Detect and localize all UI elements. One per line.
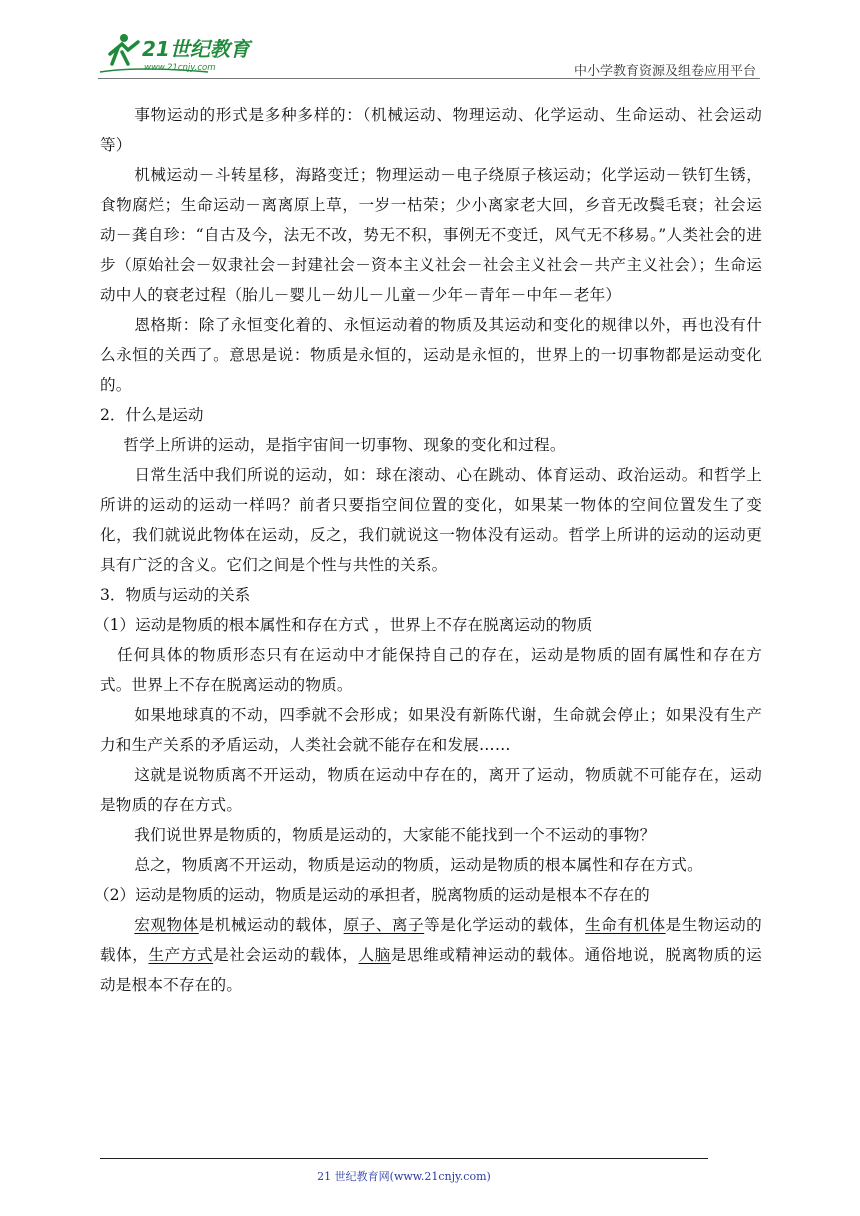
- paragraph-engels-quote: 恩格斯：除了永恒变化着的、永恒运动着的物质及其运动和变化的规律以外，再也没有什么永恒的关西了。意思是说：物质是永恒的，运动是永恒的，世界上的一切事物都是运动变化的。: [100, 316, 762, 394]
- subheading-1: （1）运动是物质的根本属性和存在方式 ，世界上不存在脱离运动的物质: [94, 616, 593, 634]
- text-segment: 是机械运动的载体，: [198, 916, 344, 934]
- paragraph-question: 我们说世界是物质的，物质是运动的，大家能不能找到一个不运动的事物？: [134, 826, 656, 844]
- paragraph-mode-of-existence: 这就是说物质离不开运动，物质在运动中存在的，离开了运动，物质就不可能存在，运动是物质的存在方式。: [100, 766, 762, 814]
- runner-icon-head: [120, 34, 128, 42]
- section-heading-matter-motion: 3．物质与运动的关系: [100, 586, 251, 604]
- paragraph-daily-motion: 日常生活中我们所说的运动，如：球在滚动、心在跳动、体育运动、政治运动。和哲学上所讲的运动的运动一样吗？前者只要指空间位置的变化，如果某一物体的空间位置发生了变化，我们就说此物体在运动，反之，我们就说这一物体没有运动。哲学上所讲的运动的运动更具有广泛的含义。它们之间是个性与共性的关系。: [100, 466, 762, 574]
- section-heading-what-is-motion: 2．什么是运动: [100, 406, 204, 424]
- logo-url: www.21cnjy.com: [144, 63, 216, 73]
- paragraph-earth-example: 如果地球真的不动，四季就不会形成；如果没有新陈代谢，生命就会停止；如果没有生产力和生产关系的矛盾运动，人类社会就不能存在和发展……: [100, 706, 762, 754]
- underlined-term: 生产方式: [148, 946, 214, 964]
- subheading-2: （2）运动是物质的运动，物质是运动的承担者，脱离物质的运动是根本不存在的: [94, 886, 650, 904]
- text-segment: 是社会运动的载体，: [213, 946, 359, 964]
- underlined-term: 人脑: [358, 946, 391, 964]
- paragraph-carriers: [100, 910, 762, 1000]
- underlined-term: 原子、离子: [343, 916, 425, 934]
- document-body: [94, 100, 762, 1000]
- underlined-term: 生命有机体: [585, 916, 666, 934]
- site-logo: [98, 30, 268, 76]
- page-header: [98, 30, 760, 80]
- paragraph-summary: 总之，物质离不开运动，物质是运动的物质，运动是物质的根本属性和存在方式。: [134, 856, 703, 874]
- footer-link[interactable]: 21 世纪教育网(www.21cnjy.com): [317, 1170, 491, 1183]
- paragraph-motion-forms: 事物运动的形式是多种多样的：（机械运动、物理运动、化学运动、生命运动、社会运动等）: [100, 106, 762, 154]
- text-segment: 是生物运动的载体，: [100, 916, 762, 964]
- paragraph-motion-definition: 哲学上所讲的运动，是指宇宙间一切事物、现象的变化和过程。: [123, 436, 566, 454]
- paragraph-motion-examples: 机械运动－斗转星移，海路变迁；物理运动－电子绕原子核运动；化学运动－铁钉生锈，食物腐烂；生命运动－离离原上草，一岁一枯荣；少小离家老大回，乡音无改鬓毛衰；社会运动－龚自珍：“自古及今，法无不改，势无不积，事例无不变迁，风气无不移易。”人类社会的进步（原始社会－奴隶社会－封建社会－资本主义社会－社会主义社会－共产主义社会）；生命运动中人的衰老过程（胎儿－婴儿－幼儿－儿童－少年－青年－中年－老年）: [100, 166, 762, 304]
- underlined-term: 宏观物体: [134, 916, 199, 934]
- paragraph-inherent-attribute: 任何具体的物质形态只有在运动中才能保持自己的存在，运动是物质的固有属性和存在方式。世界上不存在脱离运动的物质。: [100, 646, 762, 694]
- footer-divider: [100, 1158, 708, 1159]
- site-name: 中小学教育资源及组卷应用平台: [573, 64, 756, 79]
- header-divider: [98, 78, 760, 79]
- logo-text: 21世纪教育: [142, 37, 250, 61]
- text-segment: 等是化学运动的载体，: [424, 916, 586, 934]
- text-segment: 是思维或精神运动的载体。通俗地说，脱离物质的运动是根本不存在的。: [100, 946, 762, 994]
